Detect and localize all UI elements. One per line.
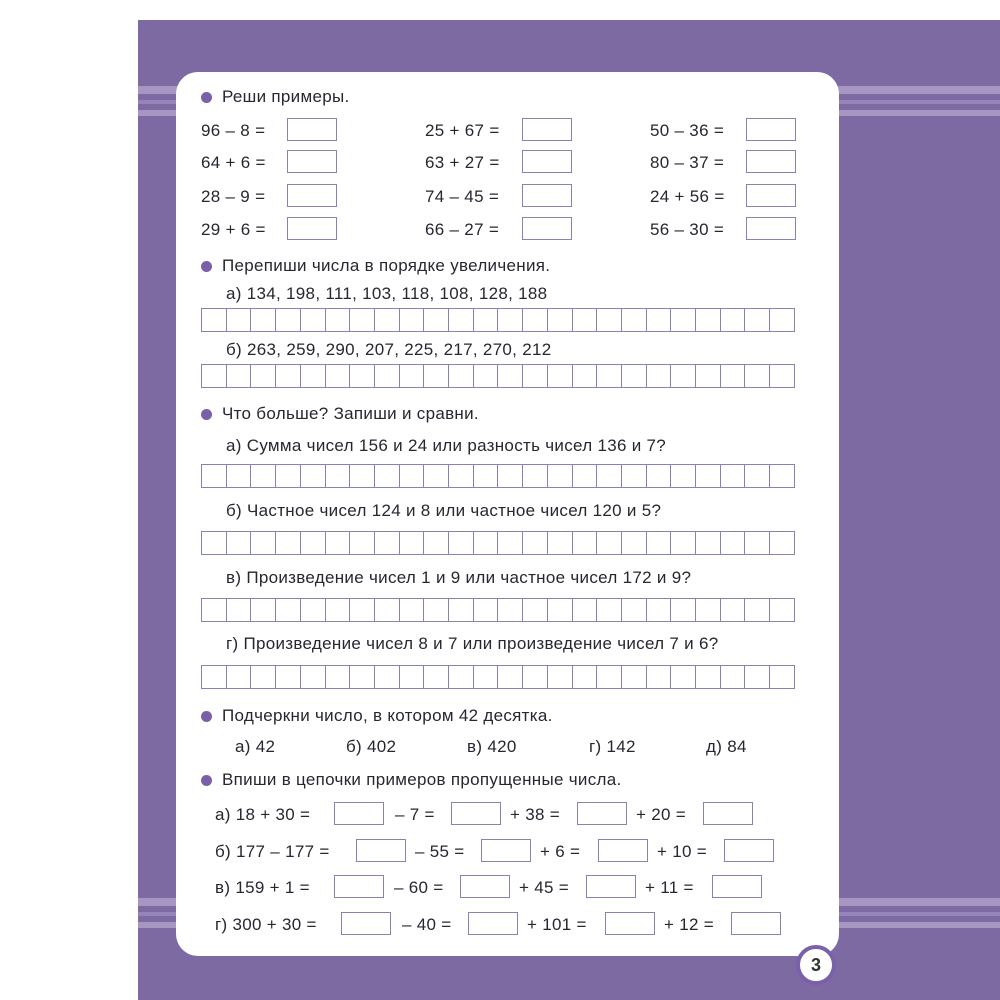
answer-box[interactable] [334,875,384,898]
grid-cell[interactable] [301,309,326,331]
chain-step: – 60 = [394,878,444,897]
grid-cell[interactable] [622,666,647,688]
grid-cell[interactable] [498,365,523,387]
grid-cell[interactable] [573,599,598,621]
grid-cell[interactable] [721,532,746,554]
grid-cell[interactable] [498,309,523,331]
chain-step: в) 159 + 1 = [215,878,310,897]
grid-cell[interactable] [523,365,548,387]
grid-cell[interactable] [449,465,474,487]
grid-cell[interactable] [251,666,276,688]
chain-step: + 38 = [510,805,561,824]
grid-cell[interactable] [523,599,548,621]
answer-box[interactable] [460,875,510,898]
grid-cell[interactable] [597,666,622,688]
grid-cell[interactable] [745,465,770,487]
chain-step: + 20 = [636,805,687,824]
grid-cell[interactable] [647,365,672,387]
grid-cell[interactable] [449,666,474,688]
grid-cell[interactable] [424,365,449,387]
grid-cell[interactable] [301,666,326,688]
grid-cell[interactable] [400,666,425,688]
answer-box[interactable] [605,912,655,935]
answer-box[interactable] [598,839,648,862]
grid-cell[interactable] [424,666,449,688]
grid-cell[interactable] [745,309,770,331]
grid-cell[interactable] [474,666,499,688]
grid-cell[interactable] [696,465,721,487]
grid-cell[interactable] [424,309,449,331]
grid-cell[interactable] [523,465,548,487]
answer-box[interactable] [287,150,337,173]
answer-grid[interactable] [201,665,795,689]
answer-box[interactable] [287,217,337,240]
grid-cell[interactable] [745,599,770,621]
grid-cell[interactable] [573,532,598,554]
answer-box[interactable] [703,802,753,825]
grid-cell[interactable] [326,666,351,688]
grid-cell[interactable] [696,309,721,331]
answer-box[interactable] [746,150,796,173]
grid-cell[interactable] [548,599,573,621]
bullet-icon [201,261,212,272]
grid-cell[interactable] [745,365,770,387]
bullet-icon [201,409,212,420]
task2-item: б) 263, 259, 290, 207, 225, 217, 270, 212 [226,340,552,359]
grid-cell[interactable] [301,365,326,387]
grid-cell[interactable] [721,365,746,387]
task4-option[interactable]: г) 142 [589,737,636,756]
grid-cell[interactable] [647,599,672,621]
grid-cell[interactable] [573,465,598,487]
chain-step: + 12 = [664,915,715,934]
grid-cell[interactable] [721,309,746,331]
grid-cell[interactable] [350,465,375,487]
chain-step: – 7 = [395,805,435,824]
grid-cell[interactable] [770,309,795,331]
grid-cell[interactable] [449,532,474,554]
task4-option[interactable]: д) 84 [706,737,747,756]
grid-cell[interactable] [597,465,622,487]
task1-heading: Реши примеры. [222,87,350,106]
grid-cell[interactable] [548,532,573,554]
grid-cell[interactable] [449,365,474,387]
grid-cell[interactable] [326,309,351,331]
answer-box[interactable] [468,912,518,935]
grid-cell[interactable] [597,365,622,387]
grid-cell[interactable] [276,666,301,688]
answer-box[interactable] [287,184,337,207]
grid-cell[interactable] [474,309,499,331]
answer-box[interactable] [586,875,636,898]
task4-option[interactable]: а) 42 [235,737,276,756]
grid-cell[interactable] [424,465,449,487]
grid-cell[interactable] [573,666,598,688]
grid-cell[interactable] [696,365,721,387]
task4-option[interactable]: в) 420 [467,737,517,756]
grid-cell[interactable] [202,309,227,331]
task3-heading: Что больше? Запиши и сравни. [222,404,479,423]
grid-cell[interactable] [424,532,449,554]
task1-example: 66 – 27 = [425,220,500,239]
grid-cell[interactable] [548,309,573,331]
chain-step: – 55 = [415,842,465,861]
grid-cell[interactable] [375,309,400,331]
answer-grid[interactable] [201,598,795,622]
grid-cell[interactable] [301,532,326,554]
grid-cell[interactable] [647,666,672,688]
grid-cell[interactable] [498,465,523,487]
grid-cell[interactable] [622,599,647,621]
grid-cell[interactable] [326,365,351,387]
grid-cell[interactable] [251,365,276,387]
task1-example: 74 – 45 = [425,187,500,206]
answer-box[interactable] [746,217,796,240]
grid-cell[interactable] [202,666,227,688]
grid-cell[interactable] [276,365,301,387]
grid-cell[interactable] [326,532,351,554]
grid-cell[interactable] [721,666,746,688]
grid-cell[interactable] [449,309,474,331]
grid-cell[interactable] [276,465,301,487]
task1-example: 56 – 30 = [650,220,725,239]
grid-cell[interactable] [202,599,227,621]
task1-example: 28 – 9 = [201,187,266,206]
grid-cell[interactable] [202,532,227,554]
answer-grid[interactable] [201,464,795,488]
chain-step: + 45 = [519,878,570,897]
bullet-icon [201,711,212,722]
grid-cell[interactable] [301,465,326,487]
grid-cell[interactable] [671,599,696,621]
task4-option[interactable]: б) 402 [346,737,397,756]
grid-cell[interactable] [350,309,375,331]
answer-box[interactable] [481,839,531,862]
answer-box[interactable] [746,184,796,207]
grid-cell[interactable] [498,599,523,621]
grid-cell[interactable] [745,532,770,554]
chain-step: + 101 = [527,915,587,934]
grid-cell[interactable] [671,465,696,487]
task1-example: 29 + 6 = [201,220,266,239]
grid-cell[interactable] [424,599,449,621]
bullet-icon [201,92,212,103]
grid-cell[interactable] [375,666,400,688]
grid-cell[interactable] [276,309,301,331]
task1-example: 24 + 56 = [650,187,725,206]
grid-cell[interactable] [622,532,647,554]
grid-cell[interactable] [276,599,301,621]
chain-step: + 10 = [657,842,708,861]
grid-cell[interactable] [770,532,795,554]
grid-cell[interactable] [696,599,721,621]
answer-box[interactable] [712,875,762,898]
task1-example: 25 + 67 = [425,121,500,140]
chain-step: г) 300 + 30 = [215,915,317,934]
grid-cell[interactable] [573,365,598,387]
grid-cell[interactable] [251,465,276,487]
chain-step: а) 18 + 30 = [215,805,311,824]
grid-cell[interactable] [227,465,252,487]
grid-cell[interactable] [375,599,400,621]
task3-item: а) Сумма чисел 156 и 24 или разность чисел 136 и 7? [226,436,667,455]
grid-cell[interactable] [770,465,795,487]
grid-cell[interactable] [474,365,499,387]
grid-cell[interactable] [202,365,227,387]
grid-cell[interactable] [523,309,548,331]
grid-cell[interactable] [770,365,795,387]
grid-cell[interactable] [597,599,622,621]
grid-cell[interactable] [227,666,252,688]
grid-cell[interactable] [375,532,400,554]
grid-cell[interactable] [449,599,474,621]
grid-cell[interactable] [597,309,622,331]
grid-cell[interactable] [498,666,523,688]
grid-cell[interactable] [671,532,696,554]
grid-cell[interactable] [474,532,499,554]
grid-cell[interactable] [227,599,252,621]
grid-cell[interactable] [548,666,573,688]
answer-box[interactable] [334,802,384,825]
grid-cell[interactable] [671,666,696,688]
task2-item: а) 134, 198, 111, 103, 118, 108, 128, 188 [226,284,548,303]
grid-cell[interactable] [326,599,351,621]
answer-grid[interactable] [201,308,795,332]
grid-cell[interactable] [523,666,548,688]
bullet-icon [201,775,212,786]
answer-box[interactable] [731,912,781,935]
grid-cell[interactable] [573,309,598,331]
chain-step: + 11 = [645,878,694,897]
grid-cell[interactable] [671,365,696,387]
chain-step: + 6 = [540,842,581,861]
chain-step: – 40 = [402,915,452,934]
grid-cell[interactable] [548,365,573,387]
answer-box[interactable] [522,217,572,240]
grid-cell[interactable] [251,532,276,554]
grid-cell[interactable] [622,309,647,331]
answer-box[interactable] [341,912,391,935]
task2-heading: Перепиши числа в порядке увеличения. [222,256,551,275]
page-number: 3 [796,945,836,985]
grid-cell[interactable] [251,309,276,331]
task1-example: 80 – 37 = [650,153,725,172]
grid-cell[interactable] [400,309,425,331]
answer-box[interactable] [724,839,774,862]
grid-cell[interactable] [523,532,548,554]
grid-cell[interactable] [350,365,375,387]
answer-box[interactable] [522,184,572,207]
grid-cell[interactable] [227,532,252,554]
task3-item: в) Произведение чисел 1 и 9 или частное чисел 172 и 9? [226,568,692,587]
answer-grid[interactable] [201,364,795,388]
grid-cell[interactable] [647,309,672,331]
task3-item: г) Произведение чисел 8 и 7 или произведение чисел 7 и 6? [226,634,719,653]
chain-step: б) 177 – 177 = [215,842,330,861]
grid-cell[interactable] [400,532,425,554]
grid-cell[interactable] [375,465,400,487]
answer-box[interactable] [746,118,796,141]
grid-cell[interactable] [400,365,425,387]
grid-cell[interactable] [400,465,425,487]
grid-cell[interactable] [375,365,400,387]
task4-heading: Подчеркни число, в котором 42 десятка. [222,706,553,725]
task1-example: 63 + 27 = [425,153,500,172]
task1-example: 50 – 36 = [650,121,725,140]
grid-cell[interactable] [622,465,647,487]
grid-cell[interactable] [350,599,375,621]
grid-cell[interactable] [326,465,351,487]
grid-cell[interactable] [301,599,326,621]
grid-cell[interactable] [597,532,622,554]
grid-cell[interactable] [474,599,499,621]
grid-cell[interactable] [350,532,375,554]
grid-cell[interactable] [721,599,746,621]
grid-cell[interactable] [770,599,795,621]
grid-cell[interactable] [647,465,672,487]
grid-cell[interactable] [548,465,573,487]
answer-grid[interactable] [201,531,795,555]
answer-box[interactable] [287,118,337,141]
task5-heading: Впиши в цепочки примеров пропущенные числа. [222,770,622,789]
grid-cell[interactable] [696,666,721,688]
answer-box[interactable] [577,802,627,825]
task1-example: 64 + 6 = [201,153,266,172]
grid-cell[interactable] [770,666,795,688]
grid-cell[interactable] [474,465,499,487]
task1-example: 96 – 8 = [201,121,266,140]
grid-cell[interactable] [745,666,770,688]
grid-cell[interactable] [276,532,301,554]
grid-cell[interactable] [721,465,746,487]
answer-box[interactable] [522,150,572,173]
grid-cell[interactable] [400,599,425,621]
grid-cell[interactable] [251,599,276,621]
answer-box[interactable] [356,839,406,862]
grid-cell[interactable] [350,666,375,688]
grid-cell[interactable] [696,532,721,554]
grid-cell[interactable] [498,532,523,554]
answer-box[interactable] [451,802,501,825]
grid-cell[interactable] [671,309,696,331]
task3-item: б) Частное чисел 124 и 8 или частное чисел 120 и 5? [226,501,662,520]
grid-cell[interactable] [227,309,252,331]
grid-cell[interactable] [227,365,252,387]
answer-box[interactable] [522,118,572,141]
grid-cell[interactable] [202,465,227,487]
grid-cell[interactable] [647,532,672,554]
grid-cell[interactable] [622,365,647,387]
